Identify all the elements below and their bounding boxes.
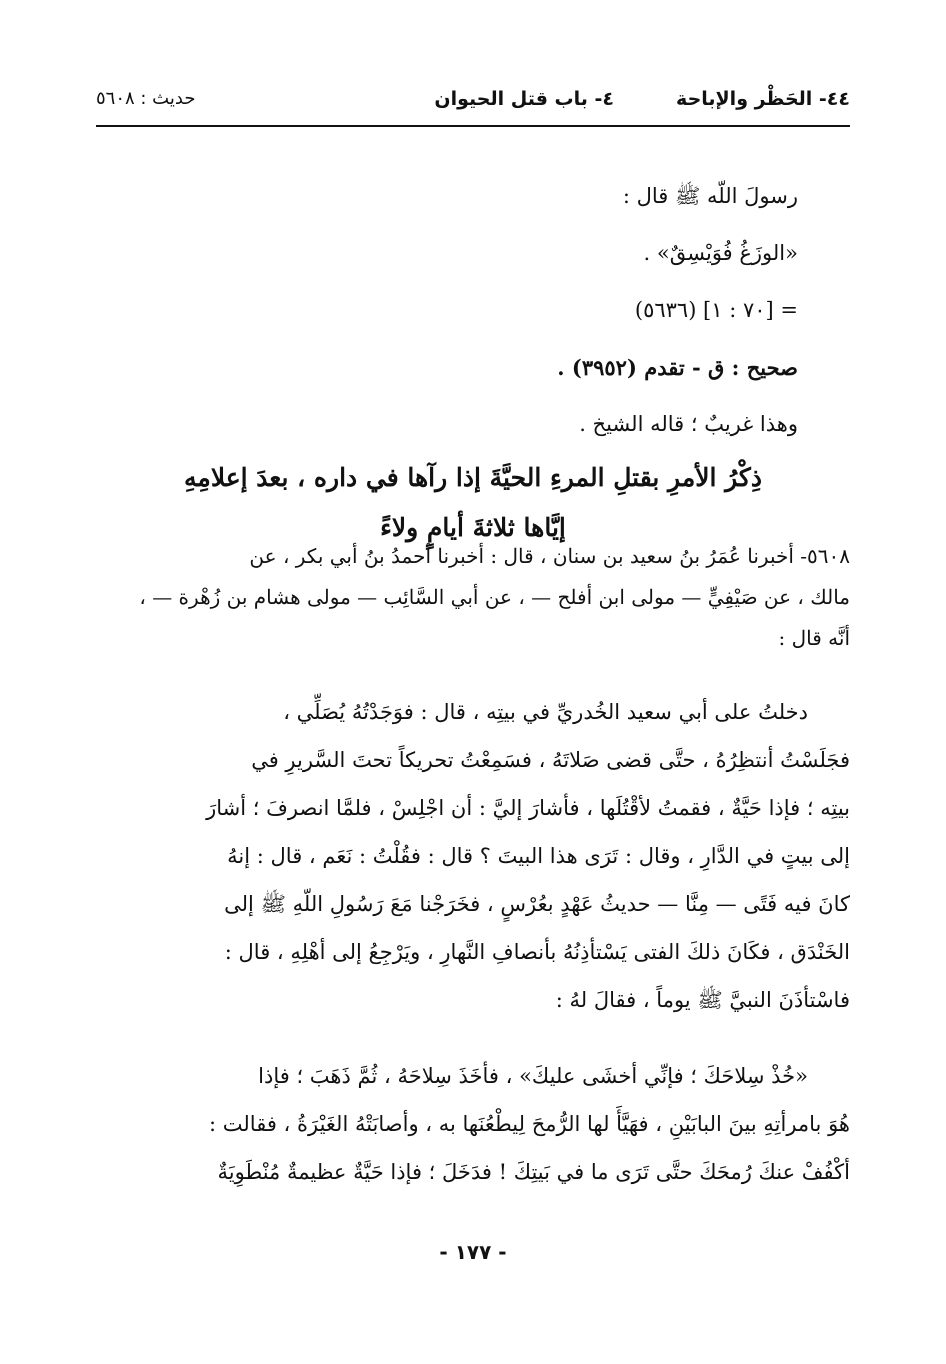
matn-line: كانَ فيه فَتًى — مِنَّا — حديثُ عَهْدٍ بعُرْسٍ ، فخَرَجْنا مَعَ رَسُولِ اللّهِ ﷺ إلى [224, 892, 850, 916]
comment-line: وهذا غريبٌ ؛ قاله الشيخ . [579, 412, 798, 436]
matn-line: إلى بيتٍ في الدَّارِ ، وقال : تَرَى هذا البيتَ ؟ قال : فقُلْتُ : نَعَم ، قال : إنهُ [227, 844, 850, 868]
top-text-block [100, 168, 798, 553]
matn-line: الخَنْدَق ، فكَانَ ذلكَ الفتى يَسْتأذِنُهُ بأنصافِ النَّهارِ ، ويَرْجِعُ إلى أهْلِهِ ، قال : [224, 940, 850, 964]
matn-line: فاسْتأذَنَ النبيَّ ﷺ يوماً ، فقالَ لهُ : [555, 988, 850, 1012]
header-divider [96, 125, 850, 127]
page-number: - ١٧٧ - [439, 1240, 507, 1264]
reference-line [100, 282, 798, 339]
final-line: هُوَ بامرأتِهِ بينَ البابَيْنِ ، فهَيَّأَ لها الرُّمحَ لِيطْعُنَها به ، وأصابَتْهُ الغَيْرَةُ ، فقالت : [209, 1112, 850, 1136]
final-paragraph [100, 1052, 850, 1196]
reference-text: = [٧٠ : ١] (٥٦٣٦) [634, 298, 798, 322]
hadith-reference: حديث : ٥٦٠٨ [96, 88, 196, 109]
final-line: أكْفُفْ عنكَ رُمحَكَ حتَّى تَرَى ما في بَيتِكَ ! فدَخَلَ ؛ فإذا حَيَّةٌ عظيمةٌ مُنْطَوِيَةٌ [217, 1160, 850, 1184]
section-title-line: ذِكْرُ الأمرِ بقتلِ المرءِ الحيَّةَ إذا رآها في داره ، بعدَ إعلامِهِ [184, 463, 762, 492]
matn-line: فجَلَسْتُ أنتظِرُهُ ، حتَّى قضى صَلاتَهُ ، فسَمِعْتُ تحريكاً تحتَ السَّريرِ في [251, 748, 850, 772]
text-line: رسولَ اللّه ﷺ قال : [622, 184, 798, 208]
isnad-line: مالك ، عن صَيْفِيٍّ — مولى ابن أفلح — ، عن أبي السَّائِب — مولى هشام بن زُهْرة — ، [139, 585, 850, 609]
section-title-line: إيَّاها ثلاثةَ أيامٍ ولاءً [380, 513, 566, 542]
isnad-line: ٥٦٠٨- أخبرنا عُمَرُ بنُ سعيد بن سنان ، قال : أخبرنا أحمدُ بنُ أبي بكر ، عن [249, 544, 850, 568]
matn-paragraph [100, 688, 850, 1024]
chapter-title: ٤- باب قتل الحيوان [434, 88, 614, 110]
running-header [96, 86, 850, 120]
isnad-line: أنَّه قال : [778, 626, 850, 650]
matn-line: بيتِه ؛ فإذا حَيَّةٌ ، فقمتُ لأقْتُلَها ، فأشارَ إليَّ : أن اجْلِسْ ، فلمَّا انصرفَ ؛ أشارَ [206, 796, 850, 820]
text-line: «الوزَغُ فُوَيْسِقٌ» . [643, 241, 798, 265]
matn-line: دخلتُ على أبي سعيد الخُدريِّ في بيتِه ، قال : فوَجَدْتُهُ يُصَلِّي ، [283, 700, 808, 724]
grading-line: صحيح : ق - تقدم (٣٩٥٢) . [557, 355, 798, 380]
isnad-paragraph [100, 536, 850, 659]
book-title: ٤٤- الحَظْر والإباحة [676, 88, 850, 110]
final-line: «خُذْ سِلاحَكَ ؛ فإنِّي أخشَى عليكَ» ، فأخَذَ سِلاحَهُ ، ثُمَّ ذَهَبَ ؛ فإذا [258, 1064, 808, 1088]
